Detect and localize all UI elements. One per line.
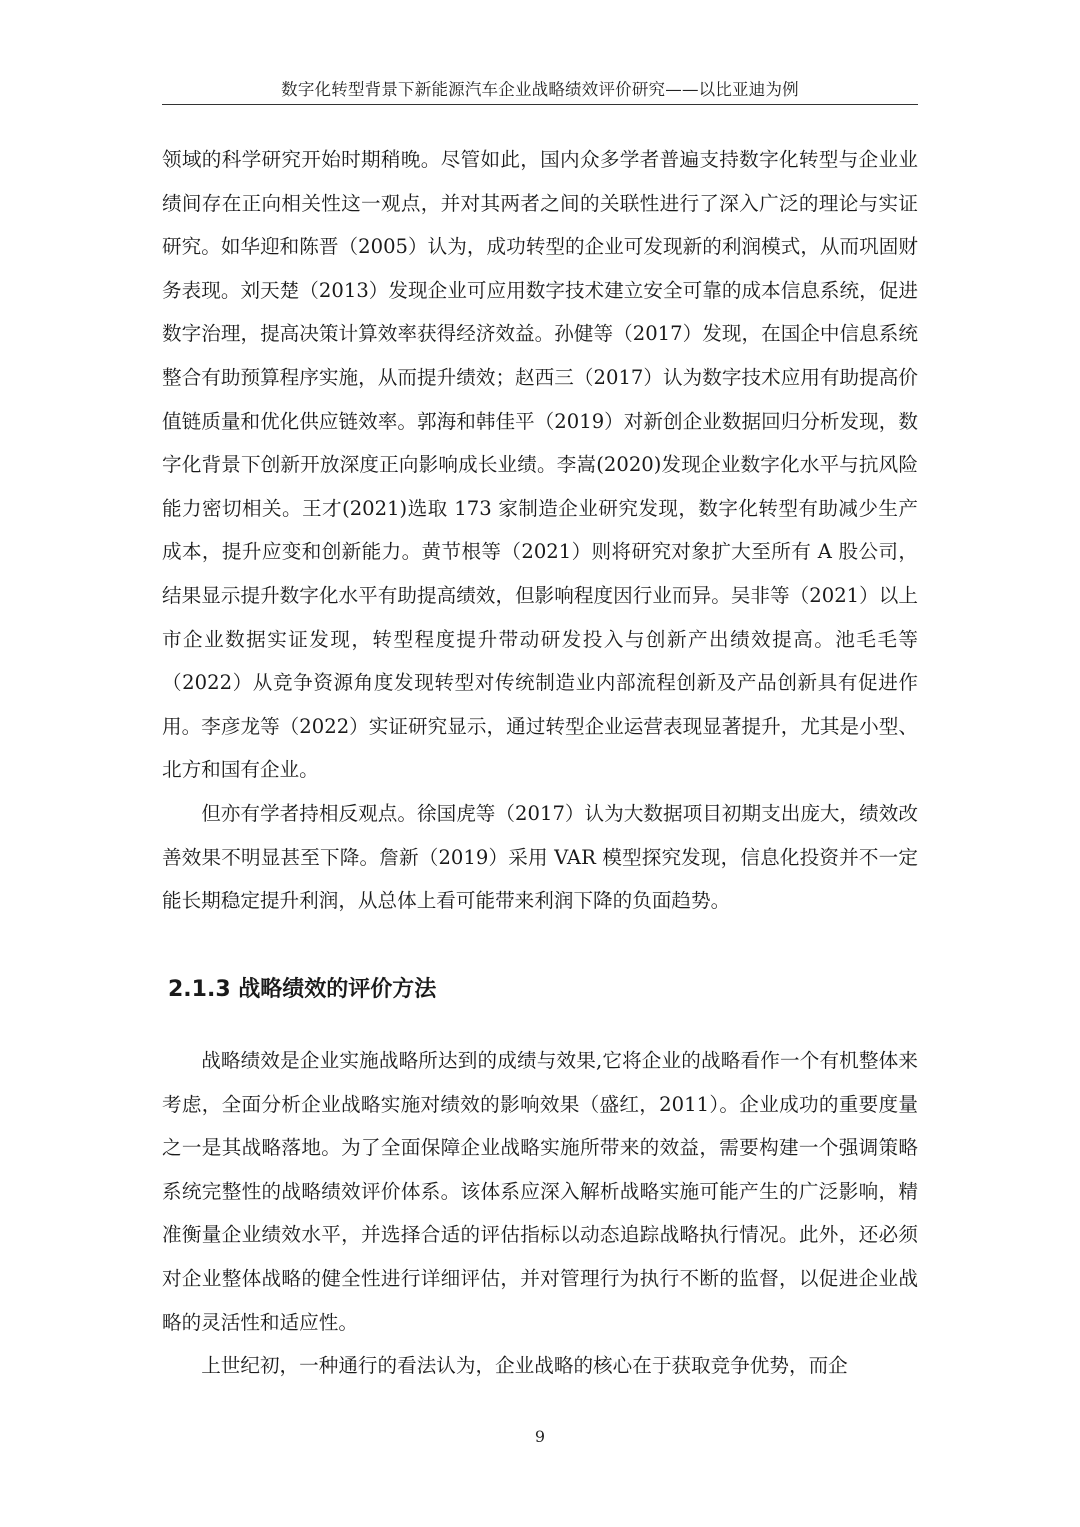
body-text-top [162, 138, 918, 923]
paragraph-strategic-performance: 战略绩效是企业实施战略所达到的成绩与效果,它将企业的战略看作一个有机整体来考虑，全面分析企业战略实施对绩效的影响效果（盛红，2011）。企业成功的重要度量之一是其战略落地。为了全面保障企业战略实施所带来的效益，需要构建一个强调策略系统完整性的战略绩效评价体系。该体系应深入解析战略实施可能产生的广泛影响，精准衡量企业绩效水平，并选择合适的评估指标以动态追踪战略执行情况。此外，还必须对企业整体战略的健全性进行详细评估，并对管理行为执行不断的监督，以促进企业战略的灵活性和适应性。 [162, 1049, 918, 1334]
section-heading: 2.1.3 战略绩效的评价方法 [168, 977, 437, 1002]
page-number: 9 [534, 1427, 546, 1446]
paragraph-opposing-views: 但亦有学者持相反观点。徐国虎等（2017）认为大数据项目初期支出庞大，绩效改善效果不明显甚至下降。詹新（2019）采用 VAR 模型探究发现，信息化投资并不一定能长期稳定提升利润，从总体上看可能带来利润下降的负面趋势。 [162, 801, 918, 913]
running-header: 数字化转型背景下新能源汽车企业战略绩效评价研究——以比亚迪为例 [281, 80, 799, 99]
body-text-bottom [162, 1039, 918, 1388]
paragraph-continued: 领域的科学研究开始时期稍晚。尽管如此，国内众多学者普遍支持数字化转型与企业业绩间存在正向相关性这一观点，并对其两者之间的关联性进行了深入广泛的理论与实证研究。如华迎和陈晋（2005）认为，成功转型的企业可发现新的利润模式，从而巩固财务表现。刘天楚（2013）发现企业可应用数字技术建立安全可靠的成本信息系统，促进数字治理，提高决策计算效率获得经济效益。孙健等（2017）发现，在国企中信息系统整合有助预算程序实施，从而提升绩效；赵西三（2017）认为数字技术应用有助提高价值链质量和优化供应链效率。郭海和韩佳平（2019）对新创企业数据回归分析发现，数字化背景下创新开放深度正向影响成长业绩。李嵩(2020)发现企业数字化水平与抗风险能力密切相关。王才(2021)选取 173 家制造企业研究发现，数字化转型有助减少生产成本，提升应变和创新能力。黄节根等（2021）则将研究对象扩大至所有 A 股公司，结果显示提升数字化水平有助提高绩效，但影响程度因行业而异。吴非等（2021）以上市企业数据实证发现，转型程度提升带动研发投入与创新产出绩效提高。池毛毛等（2022）从竞争资源角度发现转型对传统制造业内部流程创新及产品创新具有促进作用。李彦龙等（2022）实证研究显示，通过转型企业运营表现显著提升，尤其是小型、北方和国有企业。 [162, 148, 918, 782]
paragraph-last: 上世纪初，一种通行的看法认为，企业战略的核心在于获取竞争优势，而企 [201, 1354, 848, 1378]
header-divider [162, 104, 918, 105]
